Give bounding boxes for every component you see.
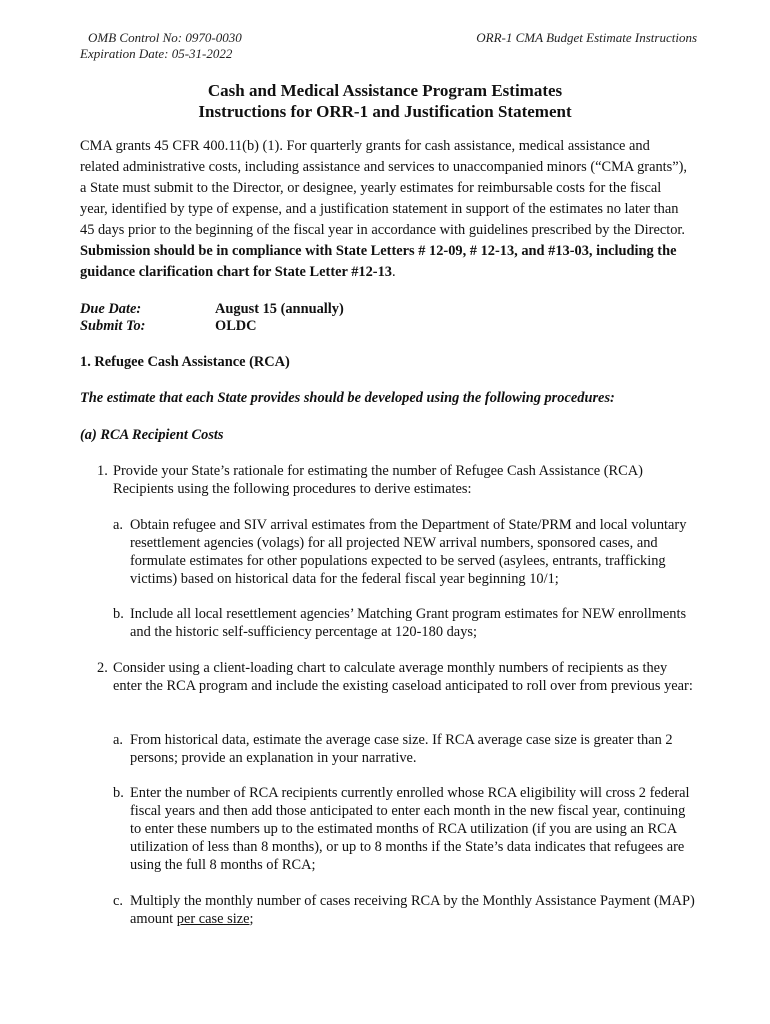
list-item: [113, 731, 697, 767]
due-date-value: August 15 (annually): [215, 301, 344, 317]
list-item: [113, 516, 697, 588]
section-heading: 1. Refugee Cash Assistance (RCA): [80, 354, 290, 370]
list-item-text: Enter the number of RCA recipients currently enrolled whose RCA eligibility will cross 2 federal fiscal years and then add those anticipated to enter each month in the new fiscal year, continuing to enter these numbers up to the estimated months of RCA utilization (if you are using an RCA utilization of less than 8 months), or up to 8 months if the State’s data indicates that refugees are using the full 8 months of RCA;: [130, 785, 690, 873]
title-line-2: Instructions for ORR-1 and Justification Statement: [198, 102, 572, 121]
list-item: [113, 892, 697, 928]
procedures-intro: The estimate that each State provides should be developed using the following procedures:: [80, 390, 615, 406]
list-item-text: Provide your State’s rationale for estimating the number of Refugee Cash Assistance (RCA) Recipients using the following procedures to derive estimates:: [113, 463, 643, 497]
omb-control-number: OMB Control No: 0970-0030: [88, 30, 242, 45]
title-line-1: Cash and Medical Assistance Program Estimates: [207, 81, 563, 100]
list-item: [113, 605, 697, 641]
list-marker: 1.: [97, 463, 108, 479]
submit-to-row: [80, 318, 344, 335]
intro-text: CMA grants 45 CFR 400.11(b) (1). For quarterly grants for cash assistance, medical assistance and related administrative costs, including assistance and services to unaccompanied minors (“CMA grants”), a State must submit to the Director, or designee, yearly estimates for reimbursable costs for the fiscal year, identified by type of expense, and a justification statement in support of the estimates no later than 45 days prior to the beginning of the fiscal year in accordance with guidelines prescribed by the Director.: [80, 138, 688, 238]
list-item-text: From historical data, estimate the average case size. If RCA average case size is greater than 2 persons; provide an explanation in your narrative.: [130, 732, 673, 766]
list-marker: b.: [113, 606, 124, 622]
list-marker: c.: [113, 893, 123, 909]
due-date-label: Due Date:: [80, 301, 142, 317]
list-item: [97, 462, 697, 498]
header-document-name: ORR-1 CMA Budget Estimate Instructions: [476, 30, 697, 45]
list-item-text: Include all local resettlement agencies’ Matching Grant program estimates for NEW enrollments and the historic self-sufficiency percentage at 120-180 days;: [130, 606, 687, 640]
list-marker: 2.: [97, 660, 108, 676]
due-date-row: [80, 301, 344, 318]
intro-end: .: [392, 264, 396, 280]
due-block: [80, 301, 344, 335]
item-text: Multiply the monthly number of cases receiving RCA by the Monthly Assistance Payment (MAP) amount: [130, 893, 695, 927]
list-item-text: [130, 892, 697, 928]
underlined-phrase: per case size: [176, 911, 250, 927]
expiration-date: Expiration Date: 05-31-2022: [80, 46, 233, 61]
page-title: [0, 80, 770, 122]
header-left: [80, 30, 242, 62]
intro-paragraph: [80, 136, 692, 283]
list-item-text: Obtain refugee and SIV arrival estimates from the Department of State/PRM and local voluntary resettlement agencies (volags) for all projected NEW arrival numbers, sponsored cases, and formulate estimates for other populations expected to be served (asylees, entrants, trafficking victims) based on historical data for the federal fiscal year beginning 10/1;: [130, 517, 687, 587]
list-item: [97, 659, 697, 695]
subsection-heading: (a) RCA Recipient Costs: [80, 427, 224, 443]
list-marker: b.: [113, 785, 124, 801]
list-marker: a.: [113, 732, 123, 748]
list-marker: a.: [113, 517, 123, 533]
compliance-statement: Submission should be in compliance with State Letters # 12-09, # 12-13, and #13-03, including the guidance clarification chart for State Letter #12-13: [80, 243, 677, 280]
list-item-text: Consider using a client-loading chart to calculate average monthly numbers of recipients as they enter the RCA program and include the existing caseload anticipated to roll over from previous year:: [113, 660, 693, 694]
item-end: ;: [249, 911, 254, 927]
submit-to-label: Submit To:: [80, 318, 146, 334]
submit-to-value: OLDC: [215, 318, 257, 334]
list-item: [113, 784, 697, 874]
